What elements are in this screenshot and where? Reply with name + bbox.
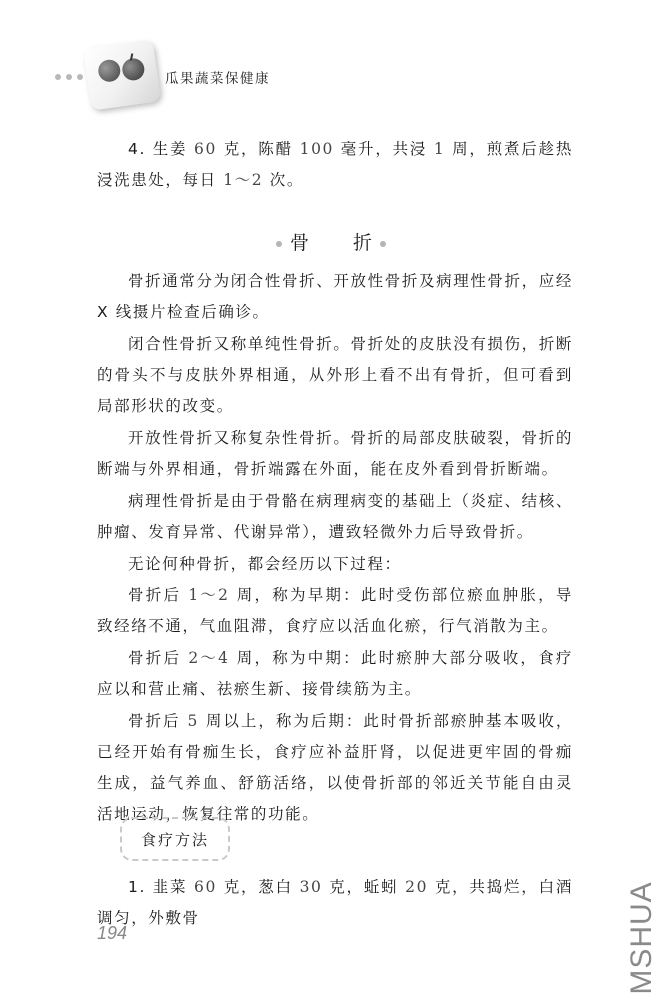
dot-icon [55,74,61,80]
text: 1. 韭菜 [128,878,195,896]
diet-therapy-label [120,817,230,861]
number: 1 [433,140,446,158]
text: 骨折后 [128,712,188,730]
dot-icon [380,241,386,247]
paragraph-pathological-fracture: 病理性骨折是由于骨骼在病理病变的基础上（炎症、结核、肿瘤、发育异常、代谢异常），遭致轻微外力后导致骨折。 [97,492,573,541]
running-header [55,42,270,108]
number: 30 [299,878,323,896]
number: 60 [194,878,217,896]
number: 100 [299,140,334,158]
dot-icon [276,241,282,247]
recipe-item-1 [97,872,573,934]
number: 1～2 [223,171,264,189]
paragraph-closed-fracture: 闭合性骨折又称单纯性骨折。骨折处的皮肤没有损伤，折断的骨头不与皮肤外界相通，从外形上看不出有骨折，但可看到局部形状的改变。 [97,335,573,415]
paragraph-early-stage [97,580,573,642]
number: 5 [187,712,199,730]
number: 60 [194,140,217,158]
fruit-plate-icon [83,39,161,110]
paragraph-open-fracture: 开放性骨折又称复杂性骨折。骨折的局部皮肤破裂，骨折的断端与外界相通，骨折端露在外面，能在皮外看到骨折断端。 [97,429,573,478]
section-heading [0,228,662,255]
text: 毫升，共浸 [334,140,434,158]
label-text: 食疗方法 [140,830,209,849]
text: 骨折后 [128,649,189,667]
text: 克，蚯蚓 [322,878,406,896]
page-number: 194 [97,923,128,943]
paragraph-middle-stage [97,643,573,705]
apple-icon [121,57,146,82]
book-title: 瓜果蔬菜保健康 [165,71,270,87]
watermark: MSHUA [625,881,658,995]
text: 周，称为中期：此时瘀肿大部分吸收，食疗应以和营止痛、祛瘀生新、接骨续筋为主。 [97,649,573,698]
heading-char: 折 [353,232,373,254]
recipe-item-4 [97,134,573,196]
number: 20 [405,878,429,896]
text: 骨折后 [128,586,189,604]
number: 2～4 [188,649,230,667]
orange-icon [97,58,122,83]
decorative-dots [55,74,83,80]
text: 次。 [263,171,304,189]
heading-char: 骨 [289,232,309,254]
text: 周以上，称为后期：此时骨折部瘀肿基本吸收，已经开始有骨痂生长，食疗应补益肝肾，以促进更牢固的骨痂生成，益气养血、舒筋活络，以使骨折部的邻近关节能自由灵活地运动，恢复往常的功能。 [97,712,573,823]
text: 4. 生姜 [128,140,195,158]
text: 克，陈醋 [216,140,300,158]
paragraph-classification: 骨折通常分为闭合性骨折、开放性骨折及病理性骨折，应经 X 线摄片检查后确诊。 [97,272,573,321]
paragraph-process-intro: 无论何种骨折，都会经历以下过程： [128,555,402,573]
paragraph-late-stage [97,706,573,830]
text: 克，共捣烂，白酒调匀，外敷骨 [97,878,573,927]
number: 1～2 [188,586,230,604]
dot-icon [66,74,72,80]
text: 克，葱白 [216,878,300,896]
text: 周，称为早期：此时受伤部位瘀血肿胀，导致经络不通，气血阻滞，食疗应以活血化瘀，行气消散为主。 [97,586,573,635]
dot-icon [77,74,83,80]
text: 周，煎煮后趁热浸洗患处，每日 [97,140,573,189]
